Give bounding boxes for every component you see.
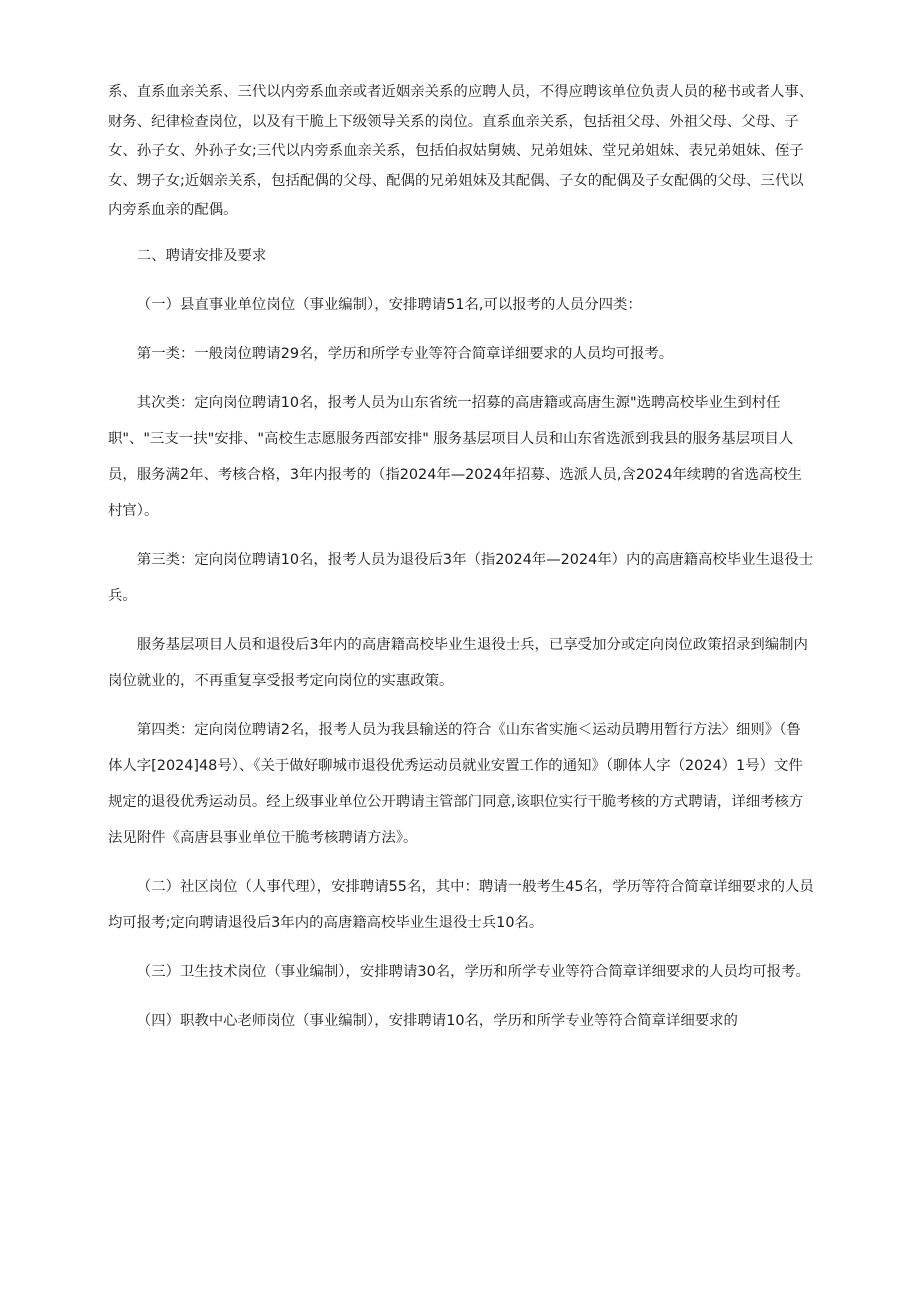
paragraph-category-1: 第一类：一般岗位聘请29名，学历和所学专业等符合简章详细要求的人员均可报考。 (136, 345, 674, 362)
paragraph-health-posts: （三）卫生技术岗位（事业编制），安排聘请30名，学历和所学专业等符合简章详细要求的人员均可报考。 (136, 963, 810, 980)
paragraph-category-4: 第四类：定向岗位聘请2名，报考人员为我县输送的符合《山东省实施＜运动员聘用暂行方法〉细则》（鲁体人字[2024]48号）、《关于做好聊城市退役优秀运动员就业安置工作的通知》（聊体人字（2024）1号）文件规定的退役优秀运动员。经上级事业单位公开聘请主管部门同意,该职位实行干脆考核的方式聘请，详细考核方法见附件《高唐县事业单位干脆考核聘请方法》。 (108, 721, 804, 846)
document-page (108, 78, 814, 1052)
paragraph-community-posts: （二）社区岗位（人事代理），安排聘请55名，其中：聘请一般考生45名，学历等符合简章详细要求的人员均可报考;定向聘请退役后3年内的高唐籍高校毕业生退役士兵10名。 (108, 878, 814, 931)
paragraph-category-3: 第三类：定向岗位聘请10名，报考人员为退役后3年（指2024年—2024年）内的高唐籍高校毕业生退役士兵。 (108, 551, 814, 604)
section-heading-arrangement: 二、聘请安排及要求 (136, 247, 267, 264)
paragraph-policy-note: 服务基层项目人员和退役后3年内的高唐籍高校毕业生退役士兵，已享受加分或定向岗位政策招录到编制内岗位就业的，不再重复享受报考定向岗位的实惠政策。 (108, 636, 808, 689)
paragraph-vocational-teachers: （四）职教中心老师岗位（事业编制），安排聘请10名，学历和所学专业等符合简章详细要求的 (136, 1012, 738, 1029)
paragraph-category-2: 其次类：定向岗位聘请10名，报考人员为山东省统一招募的高唐籍或高唐生源"选聘高校毕业生到村任职"、"三支一扶"安排、"高校生志愿服务西部安排" 服务基层项目人员和山东省选派到我县的服务基层项目人员，服务满2年、考核合格，3年内报考的（指2024年—2024年招募、选派人员,含2024年续聘的省选高校生村官）。 (108, 394, 802, 519)
paragraph-county-units: （一）县直事业单位岗位（事业编制），安排聘请51名,可以报考的人员分四类： (136, 296, 642, 313)
paragraph-kinship-rules: 系、直系血亲关系、三代以内旁系血亲或者近姻亲关系的应聘人员，不得应聘该单位负责人员的秘书或者人事、财务、纪律检查岗位，以及有干脆上下级领导关系的岗位。直系血亲关系，包括祖父母、外祖父母、父母、子女、孙子女、外孙子女;三代以内旁系血亲关系，包括伯叔姑舅姨、兄弟姐妹、堂兄弟姐妹、表兄弟姐妹、侄子女、甥子女;近姻亲关系，包括配偶的父母、配偶的兄弟姐妹及其配偶、子女的配偶及子女配偶的父母、三代以内旁系血亲的配偶。 (108, 84, 814, 218)
